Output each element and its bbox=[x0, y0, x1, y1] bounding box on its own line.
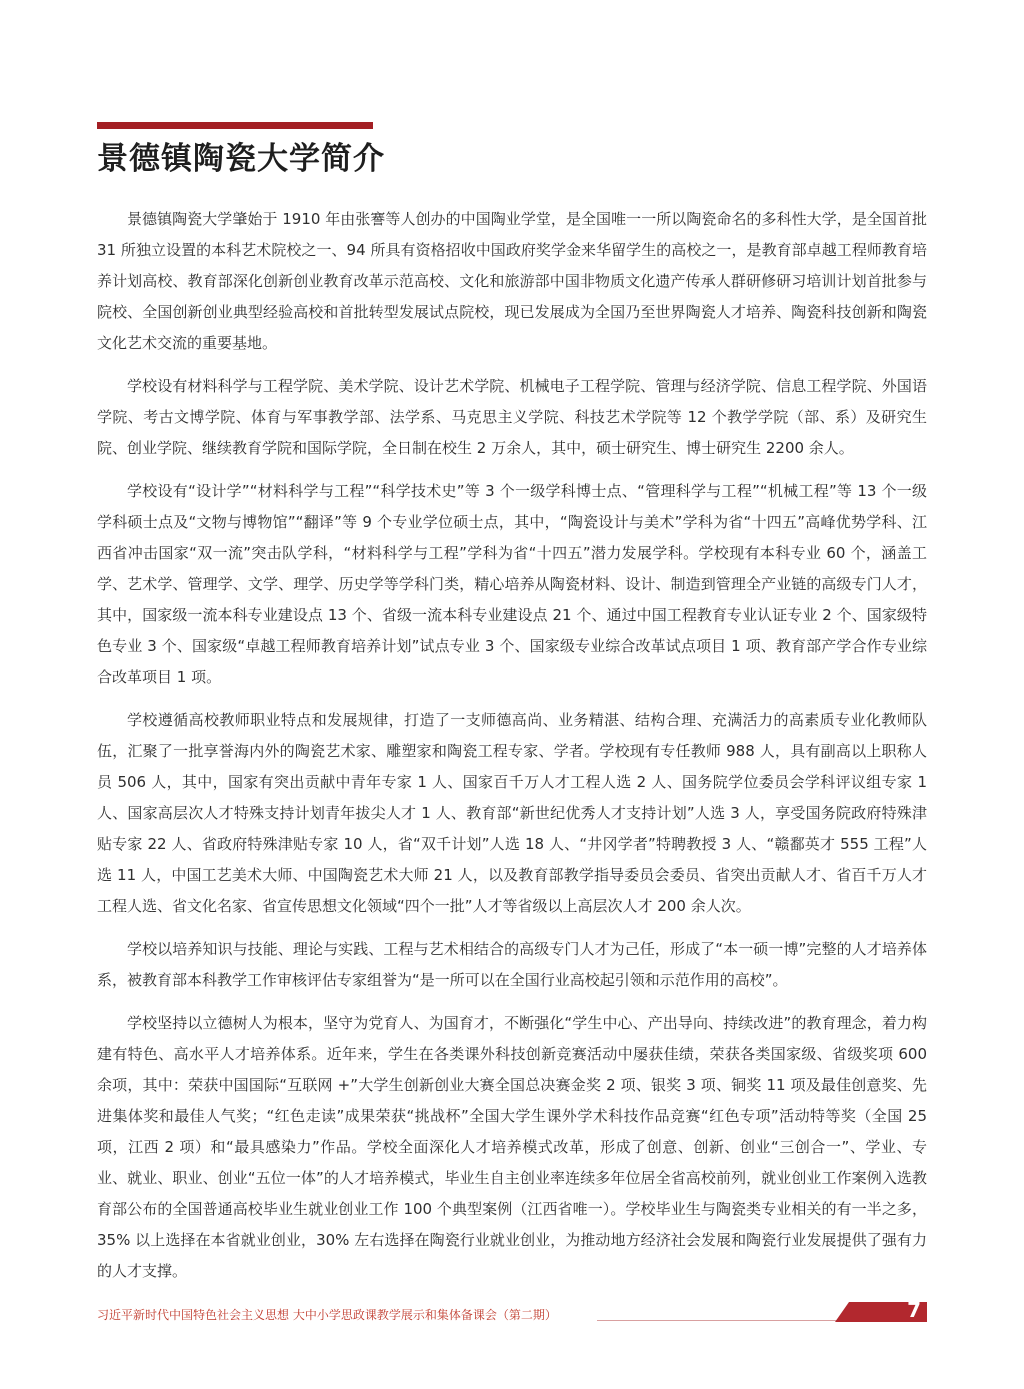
paragraph-faculty: 学校遵循高校教师职业特点和发展规律，打造了一支师德高尚、业务精湛、结构合理、充满活力的高素质专业化教师队伍，汇聚了一批享誉海内外的陶瓷艺术家、雕塑家和陶瓷工程专家、学者。学校现有专任教师 988 人，具有副高以上职称人员 506 人，其中，国家有突出贡献中青年专家 1 人、国家百千万人才工程人选 2 人、国务院学位委员会学科评议组专家 1 人、国家高层次人才特殊支持计划青年拔尖人才 1 人、教育部“新世纪优秀人才支持计划”人选 3 人，享受国务院政府特殊津贴专家 22 人、省政府特殊津贴专家 10 人，省“双千计划”人选 18 人、“井冈学者”特聘教授 3 人、“赣鄱英才 555 工程”人选 11 人，中国工艺美术大师、中国陶瓷艺术大师 21 人，以及教育部教学指导委员会委员、省突出贡献人才、省百千万人才工程人选、省文化名家、省宣传思想文化领域“四个一批”人才等省级以上高层次人才 200 余人次。 bbox=[97, 711, 927, 915]
page-footer bbox=[97, 1298, 927, 1328]
paragraph-students: 学校坚持以立德树人为根本，坚守为党育人、为国育才，不断强化“学生中心、产出导向、持续改进”的教育理念，着力构建有特色、高水平人才培养体系。近年来，学生在各类课外科技创新竞赛活动中屡获佳绩，荣获各类国家级、省级奖项 600 余项，其中：荣获中国国际“互联网 +”大学生创新创业大赛全国总决赛金奖 2 项、银奖 3 项、铜奖 11 项及最佳创意奖、先进集体奖和最佳人气奖；“红色走读”成果荣获“挑战杯”全国大学生课外学术科技作品竞赛“红色专项”活动特等奖（全国 25 项，江西 2 项）和“最具感染力”作品。学校全面深化人才培养模式改革，形成了创意、创新、创业“三创合一”、学业、专业、就业、职业、创业“五位一体”的人才培养模式，毕业生自主创业率连续多年位居全省高校前列，就业创业工作案例入选教育部公布的全国普通高校毕业生就业创业工作 100 个典型案例（江西省唯一）。学校毕业生与陶瓷类专业相关的有一半之多，35% 以上选择在本省就业创业，30% 左右选择在陶瓷行业就业创业，为推动地方经济社会发展和陶瓷行业发展提供了强有力的人才支撑。 bbox=[97, 1014, 927, 1280]
paragraph-talent-system: 学校以培养知识与技能、理论与实践、工程与艺术相结合的高级专门人才为己任，形成了“本一硕一博”完整的人才培养体系，被教育部本科教学工作审核评估专家组誉为“是一所可以在全国行业高校起引领和示范作用的高校”。 bbox=[97, 940, 927, 989]
page-number: 7 bbox=[907, 1298, 921, 1322]
footer-text: 习近平新时代中国特色社会主义思想 大中小学思政课教学展示和集体备课会（第二期） bbox=[97, 1308, 557, 1322]
article-body bbox=[97, 204, 927, 1299]
paragraph-disciplines: 学校设有“设计学”“材料科学与工程”“科学技术史”等 3 个一级学科博士点、“管理科学与工程”“机械工程”等 13 个一级学科硕士点及“文物与博物馆”“翻译”等 9 个专业学位硕士点，其中，“陶瓷设计与美术”学科为省“十四五”高峰优势学科、江西省冲击国家“双一流”突击队学科，“材料科学与工程”学科为省“十四五”潜力发展学科。学校现有本科专业 60 个，涵盖工学、艺术学、管理学、文学、理学、历史学等学科门类，精心培养从陶瓷材料、设计、制造到管理全产业链的高级专门人才，其中，国家级一流本科专业建设点 13 个、省级一流本科专业建设点 21 个、通过中国工程教育专业认证专业 2 个、国家级特色专业 3 个、国家级“卓越工程师教育培养计划”试点专业 3 个、国家级专业综合改革试点项目 1 项、教育部产学合作专业综合改革项目 1 项。 bbox=[97, 482, 927, 686]
page-title: 景德镇陶瓷大学简介 bbox=[97, 141, 385, 177]
paragraph-history: 景德镇陶瓷大学肇始于 1910 年由张謇等人创办的中国陶业学堂，是全国唯一一所以陶瓷命名的多科性大学，是全国首批 31 所独立设置的本科艺术院校之一、94 所具有资格招收中国政府奖学金来华留学生的高校之一，是教育部卓越工程师教育培养计划高校、教育部深化创新创业教育改革示范高校、文化和旅游部中国非物质文化遗产传承人群研修研习培训计划首批参与院校、全国创新创业典型经验高校和首批转型发展试点院校，现已发展成为全国乃至世界陶瓷人才培养、陶瓷科技创新和陶瓷文化艺术交流的重要基地。 bbox=[97, 210, 927, 352]
footer-divider bbox=[597, 1320, 837, 1321]
paragraph-colleges: 学校设有材料科学与工程学院、美术学院、设计艺术学院、机械电子工程学院、管理与经济学院、信息工程学院、外国语学院、考古文博学院、体育与军事教学部、法学系、马克思主义学院、科技艺术学院等 12 个教学学院（部、系）及研究生院、创业学院、继续教育学院和国际学院，全日制在校生 2 万余人，其中，硕士研究生、博士研究生 2200 余人。 bbox=[97, 377, 927, 457]
title-accent-bar bbox=[97, 122, 373, 129]
